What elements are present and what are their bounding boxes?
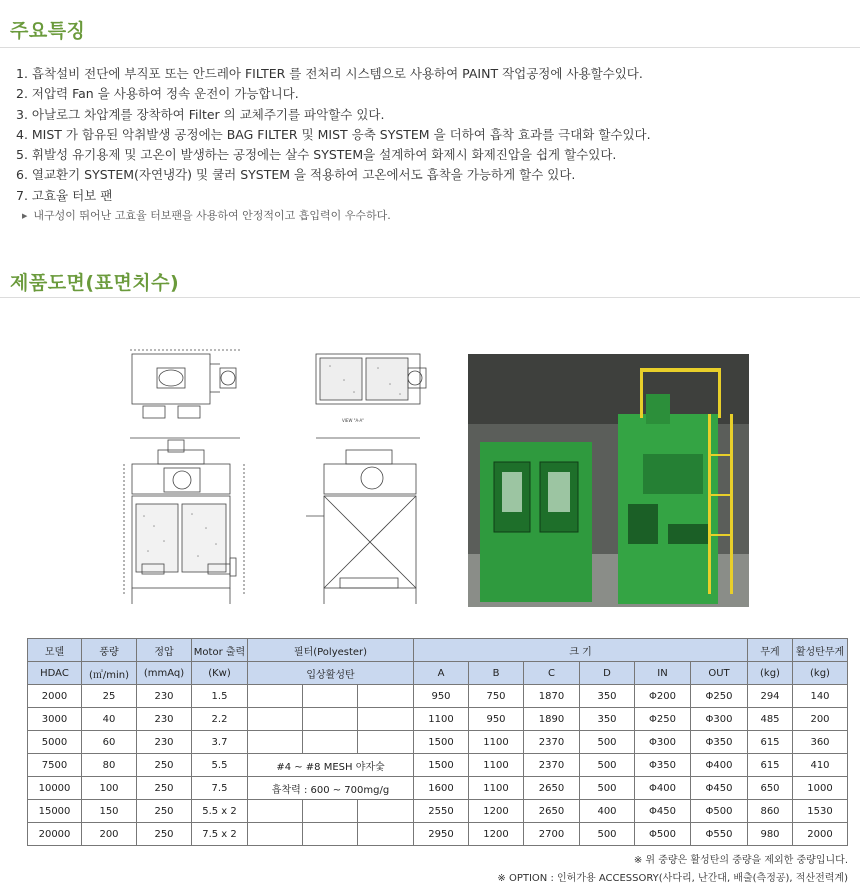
th-size: 크 기 bbox=[414, 639, 748, 662]
table-row bbox=[28, 731, 848, 754]
cell-filter bbox=[248, 800, 303, 823]
cell-model: 15000 bbox=[28, 800, 82, 823]
cell-pressure: 250 bbox=[137, 777, 192, 800]
cell-c: 2650 bbox=[524, 777, 580, 800]
cell-in: Φ350 bbox=[635, 754, 691, 777]
table-row bbox=[28, 754, 848, 777]
cell-out: Φ550 bbox=[691, 823, 748, 846]
cell-d: 350 bbox=[580, 685, 635, 708]
cell-filter bbox=[358, 823, 414, 846]
cell-filter bbox=[303, 731, 358, 754]
cell-out: Φ500 bbox=[691, 800, 748, 823]
cell-carbon: 1000 bbox=[793, 777, 848, 800]
cell-pressure: 230 bbox=[137, 731, 192, 754]
section-view-drawing bbox=[306, 354, 426, 604]
cell-weight: 615 bbox=[748, 731, 793, 754]
th2-in: IN bbox=[635, 662, 691, 685]
cell-filter bbox=[358, 800, 414, 823]
cell-flow: 80 bbox=[82, 754, 137, 777]
cell-model: 3000 bbox=[28, 708, 82, 731]
cell-c: 2700 bbox=[524, 823, 580, 846]
th-pressure: 정압 bbox=[137, 639, 192, 662]
cell-in: Φ500 bbox=[635, 823, 691, 846]
cell-filter-mesh: #4 ~ #8 MESH 야자숯 bbox=[248, 754, 414, 777]
cell-out: Φ300 bbox=[691, 708, 748, 731]
cell-d: 500 bbox=[580, 731, 635, 754]
th-model: 모델 bbox=[28, 639, 82, 662]
feature-sub-note bbox=[16, 206, 651, 226]
cell-model: 7500 bbox=[28, 754, 82, 777]
th-weight: 무게 bbox=[748, 639, 793, 662]
cell-flow: 60 bbox=[82, 731, 137, 754]
cell-carbon: 200 bbox=[793, 708, 848, 731]
table-row bbox=[28, 800, 848, 823]
cell-d: 500 bbox=[580, 823, 635, 846]
cell-weight: 650 bbox=[748, 777, 793, 800]
table-row bbox=[28, 685, 848, 708]
view-label: VIEW "A-A" bbox=[342, 418, 365, 423]
th-filter: 필터(Polyester) bbox=[248, 639, 414, 662]
cell-filter bbox=[303, 823, 358, 846]
cell-out: Φ250 bbox=[691, 685, 748, 708]
cell-carbon: 410 bbox=[793, 754, 848, 777]
drawing-title: 제품도면(표면치수) bbox=[10, 272, 180, 294]
cell-pressure: 250 bbox=[137, 823, 192, 846]
cell-in: Φ450 bbox=[635, 800, 691, 823]
cell-c: 1890 bbox=[524, 708, 580, 731]
th2-motor: (Kw) bbox=[192, 662, 248, 685]
cell-out: Φ450 bbox=[691, 777, 748, 800]
front-view-drawing bbox=[124, 438, 244, 604]
cell-a: 2550 bbox=[414, 800, 469, 823]
cell-b: 750 bbox=[469, 685, 524, 708]
cell-filter bbox=[248, 685, 303, 708]
feature-sub-note-text: 내구성이 뛰어난 고효율 터보팬을 사용하여 안정적이고 흡입력이 우수하다. bbox=[33, 209, 391, 223]
cell-a: 950 bbox=[414, 685, 469, 708]
cell-weight: 485 bbox=[748, 708, 793, 731]
table-row bbox=[28, 777, 848, 800]
cell-a: 2950 bbox=[414, 823, 469, 846]
cell-filter bbox=[248, 823, 303, 846]
table-row bbox=[28, 823, 848, 846]
cell-in: Φ200 bbox=[635, 685, 691, 708]
triangle-bullet-icon: ▶ bbox=[22, 212, 28, 221]
cell-model: 5000 bbox=[28, 731, 82, 754]
weight-note: ※ 위 중량은 활성탄의 중량을 제외한 중량입니다. bbox=[633, 855, 848, 866]
cell-filter bbox=[248, 708, 303, 731]
cell-motor: 7.5 x 2 bbox=[192, 823, 248, 846]
cell-weight: 980 bbox=[748, 823, 793, 846]
cell-filter-adsorption: 흡착력 : 600 ~ 700mg/g bbox=[248, 777, 414, 800]
cell-carbon: 1530 bbox=[793, 800, 848, 823]
cell-motor: 3.7 bbox=[192, 731, 248, 754]
cell-pressure: 250 bbox=[137, 800, 192, 823]
cell-model: 2000 bbox=[28, 685, 82, 708]
cell-in: Φ250 bbox=[635, 708, 691, 731]
cell-d: 500 bbox=[580, 777, 635, 800]
feature-item: 5. 휘발성 유기용제 및 고온이 발생하는 공정에는 살수 SYSTEM을 설계하여 화제시 화제진압을 쉽게 할수있다. bbox=[16, 147, 617, 163]
th2-c: C bbox=[524, 662, 580, 685]
th-carbon-weight: 활성탄무게 bbox=[793, 639, 848, 662]
cell-carbon: 2000 bbox=[793, 823, 848, 846]
cell-weight: 615 bbox=[748, 754, 793, 777]
cell-b: 950 bbox=[469, 708, 524, 731]
cell-filter bbox=[303, 708, 358, 731]
features-list bbox=[16, 64, 651, 226]
cell-motor: 5.5 x 2 bbox=[192, 800, 248, 823]
th2-flow: (㎥/min) bbox=[82, 662, 137, 685]
cell-flow: 200 bbox=[82, 823, 137, 846]
cell-weight: 294 bbox=[748, 685, 793, 708]
cell-carbon: 140 bbox=[793, 685, 848, 708]
cell-c: 2370 bbox=[524, 731, 580, 754]
cell-a: 1600 bbox=[414, 777, 469, 800]
cell-motor: 7.5 bbox=[192, 777, 248, 800]
features-title: 주요특징 bbox=[10, 20, 86, 42]
th2-model: HDAC bbox=[28, 662, 82, 685]
th2-weight: (kg) bbox=[748, 662, 793, 685]
cell-c: 2370 bbox=[524, 754, 580, 777]
cell-model: 20000 bbox=[28, 823, 82, 846]
cell-motor: 1.5 bbox=[192, 685, 248, 708]
cell-motor: 2.2 bbox=[192, 708, 248, 731]
cell-flow: 25 bbox=[82, 685, 137, 708]
th-flow: 풍량 bbox=[82, 639, 137, 662]
th2-a: A bbox=[414, 662, 469, 685]
cell-model: 10000 bbox=[28, 777, 82, 800]
product-photo bbox=[468, 354, 749, 607]
cell-flow: 100 bbox=[82, 777, 137, 800]
cell-b: 1100 bbox=[469, 777, 524, 800]
cell-filter bbox=[303, 800, 358, 823]
drawing-title-divider bbox=[0, 297, 860, 298]
cell-d: 350 bbox=[580, 708, 635, 731]
feature-item: 3. 아날로그 차압계를 장착하여 Filter 의 교체주기를 파악할수 있다. bbox=[16, 106, 385, 122]
feature-item: 7. 고효율 터보 팬 bbox=[16, 187, 113, 203]
cell-b: 1200 bbox=[469, 800, 524, 823]
cell-filter bbox=[358, 708, 414, 731]
cell-b: 1100 bbox=[469, 754, 524, 777]
cell-c: 2650 bbox=[524, 800, 580, 823]
cell-a: 1100 bbox=[414, 708, 469, 731]
cell-filter bbox=[358, 731, 414, 754]
cell-b: 1200 bbox=[469, 823, 524, 846]
cell-b: 1100 bbox=[469, 731, 524, 754]
table-row bbox=[28, 708, 848, 731]
top-view-drawing bbox=[130, 350, 240, 418]
th2-out: OUT bbox=[691, 662, 748, 685]
th2-pressure: (mmAq) bbox=[137, 662, 192, 685]
cell-a: 1500 bbox=[414, 731, 469, 754]
cell-out: Φ400 bbox=[691, 754, 748, 777]
cell-filter bbox=[303, 685, 358, 708]
cell-out: Φ350 bbox=[691, 731, 748, 754]
feature-item: 6. 열교환기 SYSTEM(자연냉각) 및 쿨러 SYSTEM 을 적용하여 고온에서도 흡착을 가능하게 할수 있다. bbox=[16, 167, 576, 183]
cell-in: Φ400 bbox=[635, 777, 691, 800]
feature-item: 4. MIST 가 함유된 악취발생 공정에는 BAG FILTER 및 MIST 응축 SYSTEM 을 더하여 흡착 효과를 극대화 할수있다. bbox=[16, 126, 651, 142]
cell-pressure: 250 bbox=[137, 754, 192, 777]
cell-carbon: 360 bbox=[793, 731, 848, 754]
cell-pressure: 230 bbox=[137, 685, 192, 708]
option-note: ※ OPTION : 인허가용 ACCESSORY(사다리, 난간대, 배출(측정공), 적산전력계) bbox=[497, 873, 848, 884]
spec-table bbox=[27, 638, 848, 846]
cell-flow: 150 bbox=[82, 800, 137, 823]
feature-item: 2. 저압력 Fan 을 사용하여 정속 운전이 가능합니다. bbox=[16, 86, 299, 102]
cell-d: 500 bbox=[580, 754, 635, 777]
th-motor: Motor 출력 bbox=[192, 639, 248, 662]
th2-carbon-weight: (kg) bbox=[793, 662, 848, 685]
cell-c: 1870 bbox=[524, 685, 580, 708]
title-divider bbox=[0, 47, 860, 48]
th2-b: B bbox=[469, 662, 524, 685]
cell-filter bbox=[248, 731, 303, 754]
cell-weight: 860 bbox=[748, 800, 793, 823]
th2-filter: 입상활성탄 bbox=[248, 662, 414, 685]
cell-in: Φ300 bbox=[635, 731, 691, 754]
cell-pressure: 230 bbox=[137, 708, 192, 731]
cell-filter bbox=[358, 685, 414, 708]
cell-a: 1500 bbox=[414, 754, 469, 777]
cell-d: 400 bbox=[580, 800, 635, 823]
cell-motor: 5.5 bbox=[192, 754, 248, 777]
feature-item: 1. 흡착설비 전단에 부직포 또는 안드레아 FILTER 를 전처리 시스템으로 사용하여 PAINT 작업공정에 사용할수있다. bbox=[16, 66, 643, 81]
cell-flow: 40 bbox=[82, 708, 137, 731]
th2-d: D bbox=[580, 662, 635, 685]
